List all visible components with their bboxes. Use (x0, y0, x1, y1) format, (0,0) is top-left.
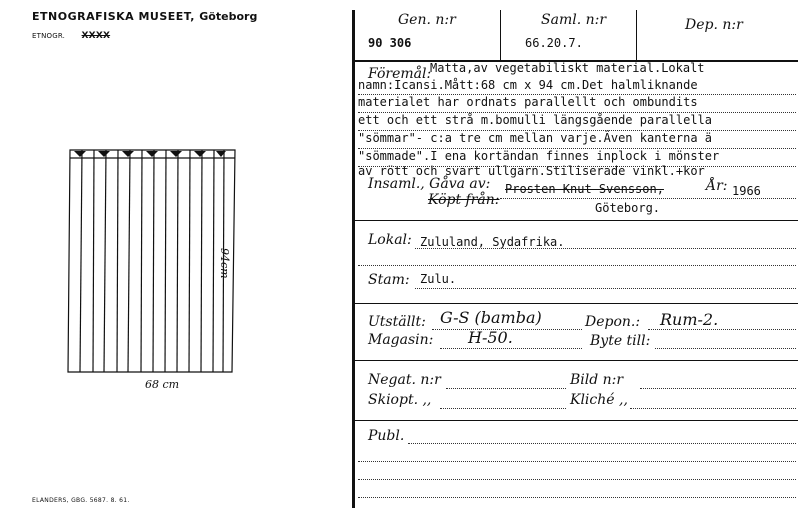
height-dimension: 94cm (218, 248, 231, 279)
printer-line: ELANDERS, GBG. 5687. 8. 61. (32, 497, 130, 504)
gen-label: Gen. n:r (398, 12, 456, 28)
stam-value: Zulu. (420, 272, 457, 286)
rule (358, 265, 796, 266)
utstallt-label: Utställt: (368, 314, 426, 330)
foremal-line-4: ett och ett strå m.bomulli längsgående parallella (358, 113, 713, 127)
column-divider-2 (636, 10, 637, 60)
section-rule (355, 420, 798, 421)
rule (358, 112, 796, 113)
bild-label: Bild n:r (570, 372, 624, 388)
department-label: ETNOGR. (32, 32, 66, 40)
dep-label: Dep. n:r (685, 17, 743, 33)
magasin-label: Magasin: (368, 332, 434, 348)
saml-label: Saml. n:r (541, 12, 607, 28)
column-divider-1 (500, 10, 501, 60)
museum-city: Göteborg (199, 10, 258, 23)
foremal-line-7: av rött och svart ullgarn.Stiliserade vinkl.+kor (358, 164, 705, 178)
section-rule (355, 303, 798, 304)
depon-label: Depon.: (585, 314, 641, 330)
rule (415, 288, 796, 289)
negat-label: Negat. n:r (368, 372, 441, 388)
department-struck: XXXX (81, 31, 111, 41)
rule (440, 348, 582, 349)
depon-value: Rum-2. (660, 310, 719, 329)
foremal-line-3: materialet har ordnats parallellt och ombundits (358, 95, 698, 109)
rule (655, 348, 796, 349)
rule (648, 329, 796, 330)
rule (408, 443, 796, 444)
rule (500, 198, 796, 199)
insaml-value: Prosten Knut Svensson, (505, 182, 664, 196)
rule (358, 130, 796, 131)
card-divider (352, 10, 355, 508)
width-dimension: 68 cm (145, 378, 180, 391)
rule (358, 94, 796, 95)
skiopt-label: Skiopt. ,, (368, 392, 432, 408)
museum-header (32, 10, 257, 23)
stam-label: Stam: (368, 272, 410, 288)
rule (440, 408, 566, 409)
section-rule (355, 220, 798, 221)
rule (640, 388, 796, 389)
department-line (32, 31, 110, 41)
lokal-label: Lokal: (368, 232, 412, 248)
rule (358, 461, 796, 462)
rule (358, 166, 796, 167)
foremal-line-1: Matta,av vegetabiliskt material.Lokalt (430, 61, 705, 75)
rule (358, 497, 796, 498)
museum-name: ETNOGRAFISKA MUSEET, (32, 10, 195, 23)
kliche-label: Kliché ,, (570, 392, 628, 408)
rule (358, 479, 796, 480)
byte-label: Byte till: (590, 333, 651, 349)
ar-value: 1966 (732, 184, 761, 198)
rule (630, 408, 796, 409)
lokal-value: Zululand, Sydafrika. (420, 235, 565, 249)
insaml-label: Insaml., Gåva av: (368, 176, 491, 192)
kopt-from-label: Köpt från: (428, 192, 500, 208)
ar-label: År: (706, 178, 728, 194)
saml-value: 66.20.7. (525, 36, 583, 50)
foremal-line-5: "sömmar"- c:a tre cm mellan varje.Även kanterna ä (358, 131, 713, 145)
section-rule (355, 360, 798, 361)
publ-label: Publ. (368, 428, 405, 444)
foremal-label: Föremål: (368, 66, 432, 82)
foremal-line-6: "sömmade".I ena kortändan finnes inplock i mönster (358, 149, 720, 163)
rule (446, 388, 566, 389)
insaml-city: Göteborg. (595, 201, 661, 215)
gen-value: 90 306 (368, 36, 412, 50)
foremal-line-2: namn:Icansi.Mått:68 cm x 94 cm.Det halmliknande (358, 78, 698, 92)
rule (415, 248, 796, 249)
utstallt-value: G-S (bamba) (440, 308, 542, 327)
magasin-value: H-50. (468, 328, 513, 347)
rule (358, 148, 796, 149)
